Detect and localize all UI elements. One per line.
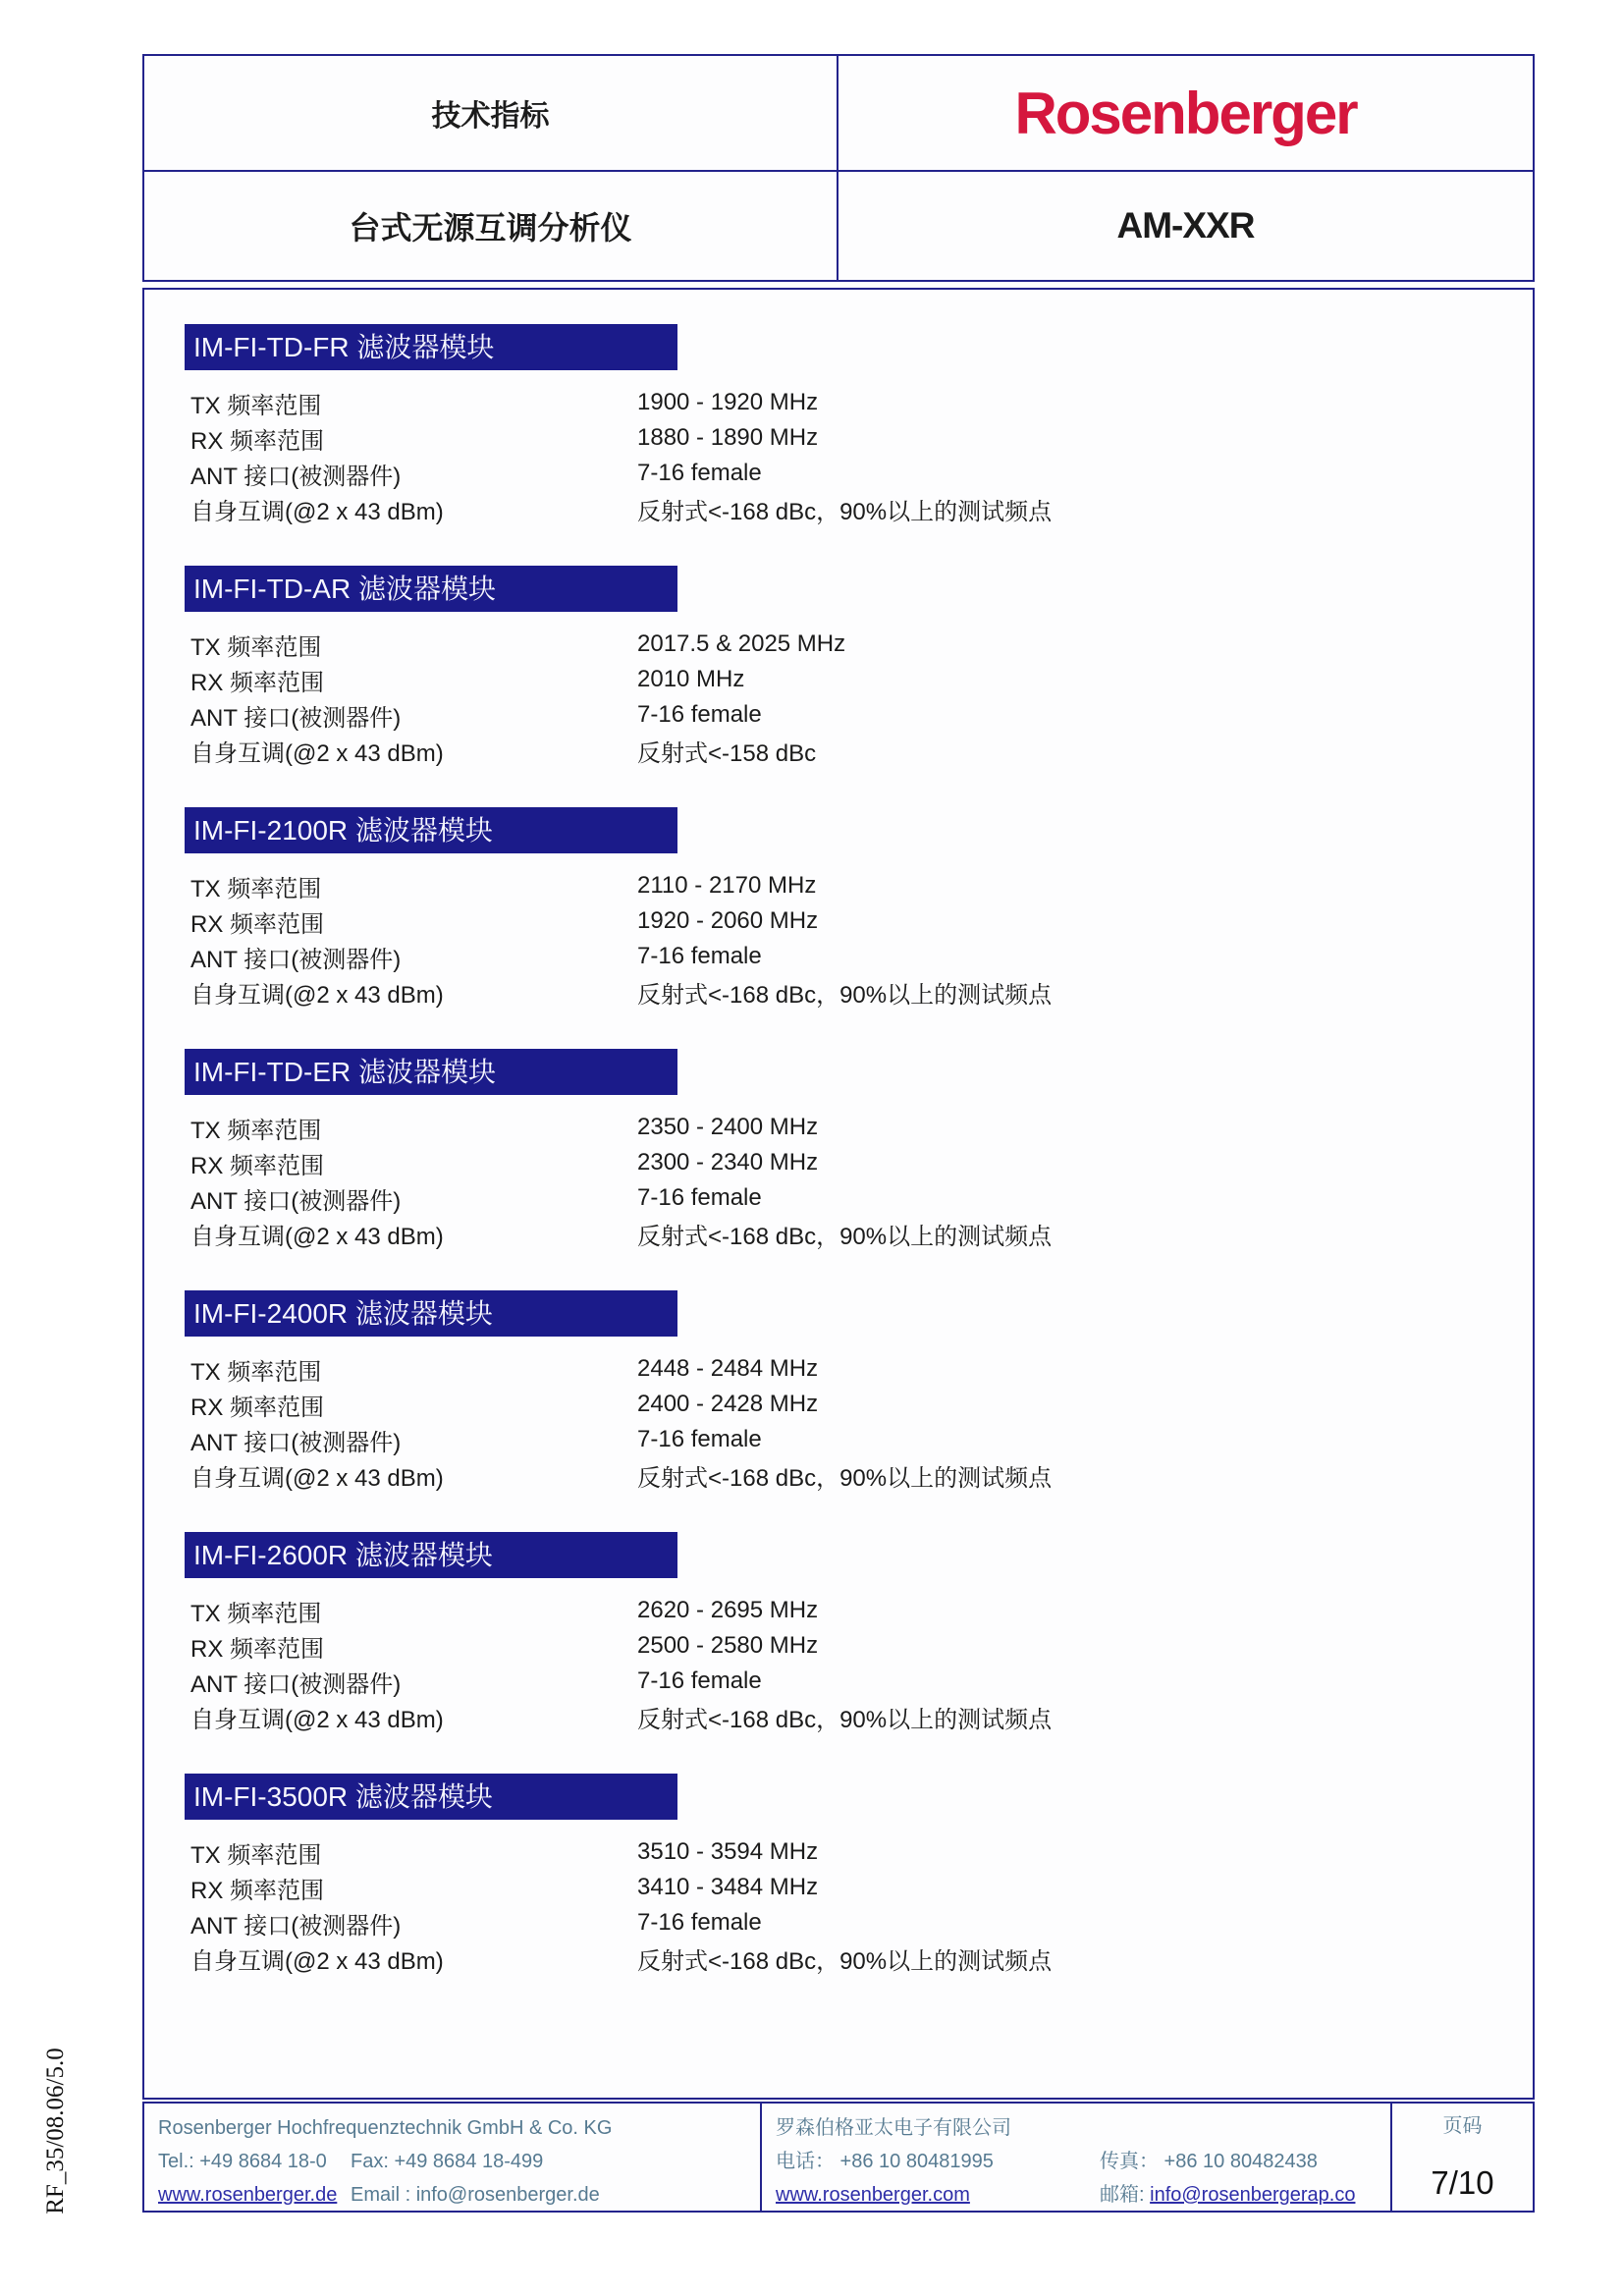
- spec-value: 3410 - 3484 MHz: [637, 1874, 819, 1900]
- spec-label: ANT 接口(被测器件): [190, 1429, 402, 1456]
- website-link-de[interactable]: www.rosenberger.de: [158, 2184, 338, 2206]
- spec-row: [190, 733, 1533, 768]
- footer: [142, 2102, 1535, 2213]
- spec-row: [190, 662, 1533, 697]
- model-cell: [839, 172, 1533, 280]
- spec-value: 7-16 female: [637, 1909, 762, 1936]
- footer-contact-de: [144, 2104, 762, 2212]
- spec-row: [190, 939, 1533, 974]
- spec-label: 自身互调(@2 x 43 dBm): [190, 1223, 444, 1250]
- spec-label: RX 频率范围: [190, 427, 325, 455]
- spec-label: RX 频率范围: [190, 669, 325, 696]
- product-name: 台式无源互调分析仪: [349, 210, 632, 246]
- phone-line-de: [158, 2145, 760, 2178]
- spec-label: TX 频率范围: [190, 1358, 322, 1386]
- spec-row: [190, 1216, 1533, 1251]
- page-title-cell: [144, 56, 839, 172]
- spec-label: ANT 接口(被测器件): [190, 1912, 402, 1940]
- spec-value: 2400 - 2428 MHz: [637, 1391, 819, 1417]
- spec-rows: [185, 385, 1533, 526]
- spec-label: ANT 接口(被测器件): [190, 463, 402, 490]
- spec-row: [190, 1628, 1533, 1664]
- spec-row: [190, 1941, 1533, 1976]
- spec-row: [190, 1870, 1533, 1905]
- spec-label: 自身互调(@2 x 43 dBm): [190, 739, 444, 767]
- brand-logo: Rosenberger: [1014, 80, 1357, 146]
- spec-row: [190, 697, 1533, 733]
- spec-rows: [185, 1110, 1533, 1251]
- section-im-fi-td-ar: [185, 566, 1533, 768]
- spec-label: 自身互调(@2 x 43 dBm): [190, 1464, 444, 1492]
- brand-cell: [839, 56, 1533, 172]
- spec-label: TX 频率范围: [190, 875, 322, 902]
- spec-value: 7-16 female: [637, 1426, 762, 1452]
- tel-de: Tel.: +49 8684 18-0: [158, 2151, 327, 2172]
- spec-value: 反射式<-168 dBc，90%以上的测试频点: [637, 498, 1053, 525]
- web-line-de: [158, 2178, 760, 2212]
- model-number: AM-XXR: [1116, 205, 1255, 246]
- spec-row: [190, 385, 1533, 420]
- spec-value: 7-16 female: [637, 943, 762, 969]
- section-im-fi-2400r: [185, 1290, 1533, 1493]
- section-im-fi-td-er: [185, 1049, 1533, 1251]
- spec-value: 7-16 female: [637, 701, 762, 728]
- fax-cn: 传真： +86 10 80482438: [1100, 2151, 1318, 2172]
- spec-value: 2300 - 2340 MHz: [637, 1149, 819, 1175]
- spec-row: [190, 1699, 1533, 1734]
- website-link-cn[interactable]: www.rosenberger.com: [776, 2184, 970, 2206]
- section-title-bar: IM-FI-TD-AR 滤波器模块: [185, 566, 677, 612]
- header: [142, 54, 1535, 282]
- page-title: 技术指标: [431, 100, 550, 133]
- section-title-bar: IM-FI-TD-FR 滤波器模块: [185, 324, 677, 370]
- phone-line-cn: [776, 2145, 1390, 2178]
- website-de: [158, 2178, 351, 2212]
- spec-label: 自身互调(@2 x 43 dBm): [190, 498, 444, 525]
- spec-value: 1900 - 1920 MHz: [637, 389, 819, 415]
- spec-row: [190, 627, 1533, 662]
- email-link-cn[interactable]: info@rosenbergerap.co: [1150, 2184, 1356, 2206]
- footer-contact-cn: [762, 2104, 1392, 2212]
- spec-row: [190, 491, 1533, 526]
- fax-de: Fax: +49 8684 18-499: [351, 2151, 544, 2172]
- spec-label: ANT 接口(被测器件): [190, 1187, 402, 1215]
- spec-row: [190, 1110, 1533, 1145]
- spec-row: [190, 1145, 1533, 1180]
- spec-value: 2017.5 & 2025 MHz: [637, 630, 846, 657]
- spec-row: [190, 1664, 1533, 1699]
- spec-row: [190, 1593, 1533, 1628]
- spec-label: 自身互调(@2 x 43 dBm): [190, 1706, 444, 1733]
- spec-row: [190, 1457, 1533, 1493]
- product-name-cell: [144, 172, 839, 280]
- website-cn: [776, 2178, 1100, 2212]
- section-title-bar: IM-FI-3500R 滤波器模块: [185, 1774, 677, 1820]
- email-label-cn: 邮箱:: [1100, 2184, 1151, 2206]
- spec-value: 反射式<-168 dBc，90%以上的测试频点: [637, 981, 1053, 1009]
- spec-content-box: [142, 288, 1535, 2100]
- spec-value: 反射式<-168 dBc，90%以上的测试频点: [637, 1223, 1053, 1250]
- spec-rows: [185, 627, 1533, 768]
- spec-label: RX 频率范围: [190, 1635, 325, 1663]
- spec-label: RX 频率范围: [190, 1152, 325, 1179]
- spec-row: [190, 974, 1533, 1010]
- section-im-fi-2600r: [185, 1532, 1533, 1734]
- page-number-label: 页码: [1442, 2115, 1483, 2137]
- spec-row: [190, 456, 1533, 491]
- spec-rows: [185, 1593, 1533, 1734]
- web-line-cn: [776, 2178, 1390, 2212]
- spec-label: ANT 接口(被测器件): [190, 946, 402, 973]
- spec-rows: [185, 868, 1533, 1010]
- spec-value: 2500 - 2580 MHz: [637, 1632, 819, 1659]
- section-title-bar: IM-FI-2600R 滤波器模块: [185, 1532, 677, 1578]
- spec-label: ANT 接口(被测器件): [190, 1670, 402, 1698]
- document-code-vertical: RF_35/08.06/5.0: [42, 2048, 69, 2214]
- spec-row: [190, 420, 1533, 456]
- section-im-fi-3500r: [185, 1774, 1533, 1976]
- spec-value: 反射式<-168 dBc，90%以上的测试频点: [637, 1464, 1053, 1492]
- company-name-de: Rosenberger Hochfrequenztechnik GmbH & Co. KG: [158, 2117, 613, 2139]
- spec-row: [190, 1834, 1533, 1870]
- company-name-cn: 罗森伯格亚太电子有限公司: [776, 2117, 1011, 2139]
- section-im-fi-2100r: [185, 807, 1533, 1010]
- section-title-bar: IM-FI-2100R 滤波器模块: [185, 807, 677, 853]
- spec-label: TX 频率范围: [190, 633, 322, 661]
- spec-value: 反射式<-168 dBc，90%以上的测试频点: [637, 1947, 1053, 1975]
- spec-value: 反射式<-168 dBc，90%以上的测试频点: [637, 1706, 1053, 1733]
- section-title-bar: IM-FI-2400R 滤波器模块: [185, 1290, 677, 1337]
- page-number: 7/10: [1431, 2164, 1494, 2201]
- spec-rows: [185, 1351, 1533, 1493]
- spec-row: [190, 1351, 1533, 1387]
- spec-row: [190, 1422, 1533, 1457]
- spec-label: 自身互调(@2 x 43 dBm): [190, 1947, 444, 1975]
- spec-row: [190, 903, 1533, 939]
- spec-label: TX 频率范围: [190, 1600, 322, 1627]
- spec-value: 7-16 female: [637, 460, 762, 486]
- spec-value: 2010 MHz: [637, 666, 745, 692]
- email-label-de: Email :: [351, 2184, 416, 2206]
- spec-value: 1920 - 2060 MHz: [637, 907, 819, 934]
- spec-value: 2110 - 2170 MHz: [637, 872, 817, 899]
- tel-cn: 电话： +86 10 80481995: [776, 2151, 994, 2172]
- spec-label: RX 频率范围: [190, 1877, 325, 1904]
- spec-value: 反射式<-158 dBc: [637, 739, 817, 767]
- section-title-bar: IM-FI-TD-ER 滤波器模块: [185, 1049, 677, 1095]
- spec-row: [190, 1180, 1533, 1216]
- spec-label: RX 频率范围: [190, 1394, 325, 1421]
- spec-row: [190, 1387, 1533, 1422]
- spec-value: 2620 - 2695 MHz: [637, 1597, 819, 1623]
- spec-label: 自身互调(@2 x 43 dBm): [190, 981, 444, 1009]
- spec-value: 2350 - 2400 MHz: [637, 1114, 819, 1140]
- spec-value: 1880 - 1890 MHz: [637, 424, 819, 451]
- section-im-fi-td-fr: [185, 324, 1533, 526]
- footer-page-cell: [1392, 2104, 1533, 2212]
- spec-value: 3510 - 3594 MHz: [637, 1838, 819, 1865]
- spec-value: 7-16 female: [637, 1667, 762, 1694]
- spec-label: TX 频率范围: [190, 1841, 322, 1869]
- spec-row: [190, 1905, 1533, 1941]
- email-de: info@rosenberger.de: [415, 2184, 600, 2206]
- spec-rows: [185, 1834, 1533, 1976]
- spec-value: 7-16 female: [637, 1184, 762, 1211]
- spec-label: ANT 接口(被测器件): [190, 704, 402, 732]
- spec-label: TX 频率范围: [190, 1117, 322, 1144]
- spec-value: 2448 - 2484 MHz: [637, 1355, 819, 1382]
- spec-label: TX 频率范围: [190, 392, 322, 419]
- spec-row: [190, 868, 1533, 903]
- spec-label: RX 频率范围: [190, 910, 325, 938]
